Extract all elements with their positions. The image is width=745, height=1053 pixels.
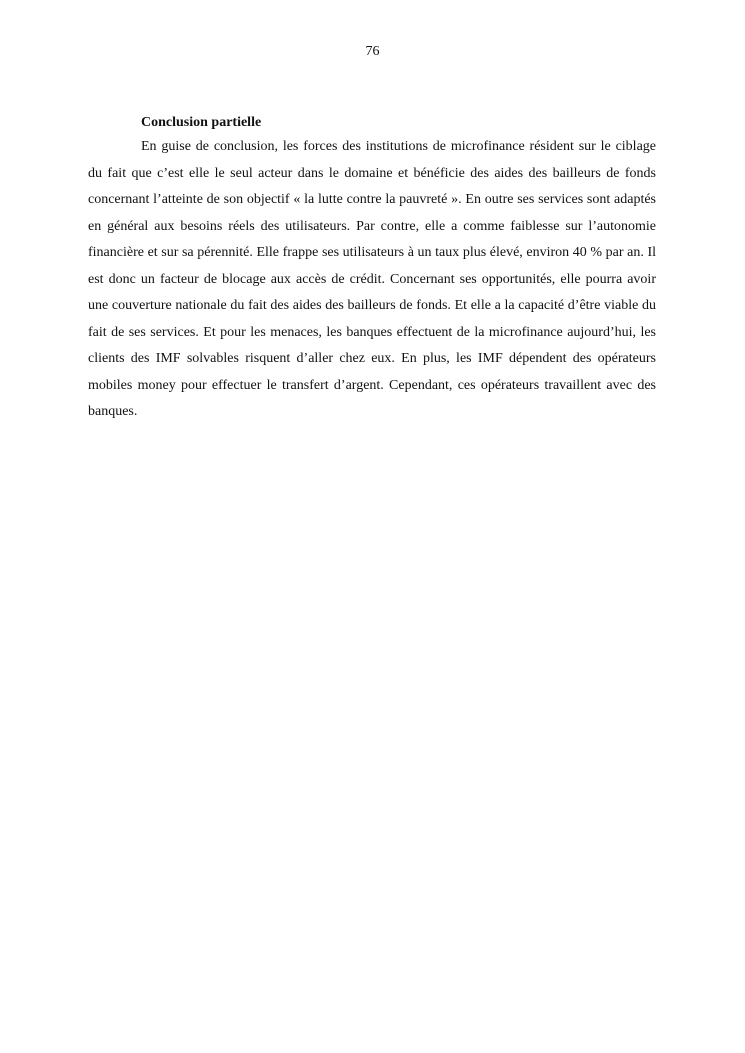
body-paragraph: En guise de conclusion, les forces des institutions de microfinance résident sur le ciblage du fait que c’est elle le seul acteur dans le domaine et bénéficie des aides des bailleurs de fonds concernant l’atteinte de son objectif « la lutte contre la pauvreté ». En outre ses services sont adaptés en général aux besoins réels des utilisateurs. Par contre, elle a comme faiblesse sur l’autonomie financière et sur sa pérennité. Elle frappe ses utilisateurs à un taux plus élevé, environ 40 % par an. Il est donc un facteur de blocage aux accès de crédit. Concernant ses opportunités, elle pourra avoir une couverture nationale du fait des aides des bailleurs de fonds. Et elle a la capacité d’être viable du fait de ses services. Et pour les menaces, les banques effectuent de la microfinance aujourd’hui, les clients des IMF solvables risquent d’aller chez eux. En plus, les IMF dépendent des opérateurs mobiles money pour effectuer le transfert d’argent. Cependant, ces opérateurs travaillent avec des banques.	[88, 139, 656, 419]
section-heading: Conclusion partielle	[141, 115, 262, 130]
document-body	[88, 112, 656, 426]
page-number: 76	[365, 44, 380, 59]
